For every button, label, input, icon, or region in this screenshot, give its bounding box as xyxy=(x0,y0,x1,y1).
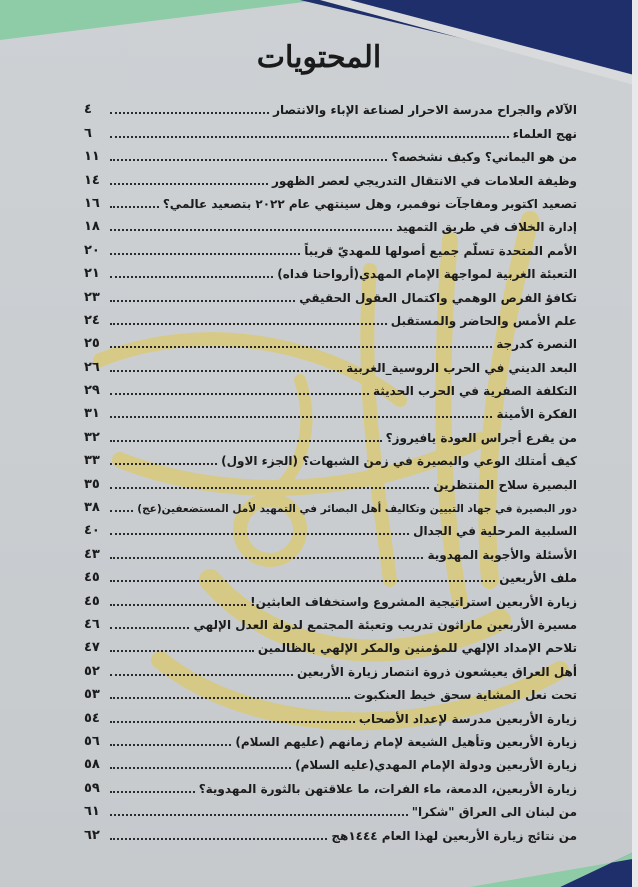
dot-leader xyxy=(110,252,300,255)
toc-entry[interactable] xyxy=(84,655,577,678)
toc-entry[interactable] xyxy=(84,117,577,140)
toc-entry[interactable] xyxy=(84,726,577,749)
dot-leader xyxy=(110,556,423,559)
toc-entry-page: ٦١ xyxy=(84,804,100,820)
toc-entry-title: التكلفة الصفرية في الحرب الحديثة xyxy=(372,384,577,399)
toc-entry-title: التعبئة الغربية لمواجهة الإمام المهدي(أرواحنا فداه) xyxy=(277,267,577,282)
toc-entry[interactable] xyxy=(84,281,577,304)
toc-entry-page: ٥٨ xyxy=(84,757,100,773)
toc-entry-title: زيارة الأربعين ودولة الإمام المهدي(عليه السلام) xyxy=(295,758,577,773)
dot-leader xyxy=(110,182,268,185)
dot-leader xyxy=(110,579,495,582)
toc-entry[interactable] xyxy=(84,609,577,632)
toc-entry-page: ١٦ xyxy=(84,195,100,211)
toc-entry-page: ٥٩ xyxy=(84,780,100,796)
dot-leader xyxy=(110,673,293,676)
toc-entry[interactable] xyxy=(84,585,577,608)
toc-entry-page: ٢٣ xyxy=(84,289,100,305)
toc-entry-title: وظيفة العلامات في الانتقال التدريجي لعصر الظهور xyxy=(271,173,577,188)
dot-leader xyxy=(110,275,273,278)
toc-entry[interactable] xyxy=(84,328,577,351)
toc-entry-title: من نتائج زيارة الأربعين لهذا العام ١٤٤٤هج xyxy=(331,828,577,843)
toc-entry-page: ٣٣ xyxy=(84,453,100,469)
toc-entry[interactable] xyxy=(84,772,577,795)
page-title: المحتويات xyxy=(256,40,382,75)
toc-entry-page: ٥٢ xyxy=(84,663,100,679)
toc-entry-page: ٢٩ xyxy=(84,383,100,399)
toc-entry-page: ٢٥ xyxy=(84,336,100,352)
toc-entry[interactable] xyxy=(84,749,577,772)
toc-entry[interactable] xyxy=(84,492,577,515)
dot-leader xyxy=(110,813,408,816)
toc-entry-title: من هو اليماني؟ وكيف نشخصه؟ xyxy=(391,150,577,165)
dot-leader xyxy=(110,649,254,652)
toc-entry-page: ٣٢ xyxy=(84,429,100,445)
dot-leader xyxy=(110,369,342,372)
dot-leader xyxy=(110,135,509,138)
toc-entry-page: ٣١ xyxy=(84,406,100,422)
toc-entry-title: الأسئلة والأجوبة المهدوية xyxy=(427,547,577,562)
toc-entry[interactable] xyxy=(84,141,577,164)
toc-entry-page: ٤٥ xyxy=(84,570,100,586)
dot-leader xyxy=(110,790,195,793)
dot-leader xyxy=(110,462,217,465)
dot-leader xyxy=(110,603,246,606)
dot-leader xyxy=(110,743,231,746)
toc-entry[interactable] xyxy=(84,188,577,211)
toc-entry-page: ٤٥ xyxy=(84,593,100,609)
toc-entry[interactable] xyxy=(84,305,577,328)
toc-entry-title: تصعيد اكتوبر ومفاجآت نوفمبر، وهل سينتهي عام ٢٠٢٢ بتصعيد عالمي؟ xyxy=(162,196,577,211)
toc-entry[interactable] xyxy=(84,702,577,725)
toc-entry[interactable] xyxy=(84,234,577,257)
toc-entry[interactable] xyxy=(84,421,577,444)
dot-leader xyxy=(110,720,355,723)
toc-entry[interactable] xyxy=(84,819,577,842)
toc-entry-page: ٤٠ xyxy=(84,523,100,539)
toc-entry[interactable] xyxy=(84,679,577,702)
toc-entry-title: السلبية المرحلية في الجدال xyxy=(413,524,577,539)
toc-entry-title: تكافؤ الفرص الوهمي واكتمال العقول الحقيقي xyxy=(299,290,577,305)
toc-entry-title: زيارة الأربعين وتأهيل الشيعة لإمام زمانهم (عليهم السلام) xyxy=(235,734,577,749)
toc-entry[interactable] xyxy=(84,164,577,187)
toc-entry[interactable] xyxy=(84,632,577,655)
toc-entry-title: مسيرة الأربعين ماراثون تدريب وتعبئة المجتمع لدولة العدل الإلهي xyxy=(193,617,577,632)
dot-leader xyxy=(110,766,291,769)
page-edge xyxy=(632,0,638,887)
dot-leader xyxy=(110,392,369,395)
toc-entry-page: ٤٧ xyxy=(84,640,100,656)
toc-entry[interactable] xyxy=(84,445,577,468)
toc-entry[interactable] xyxy=(84,398,577,421)
toc-entry-page: ١١ xyxy=(84,149,100,165)
toc-entry-page: ٢١ xyxy=(84,266,100,282)
toc-entry-page: ٢٤ xyxy=(84,312,100,328)
toc-entry-page: ٥٣ xyxy=(84,687,100,703)
toc-entry[interactable] xyxy=(84,375,577,398)
dot-leader xyxy=(110,532,409,535)
toc-entry-page: ٤ xyxy=(84,102,92,118)
dot-leader xyxy=(110,626,189,629)
toc-entry-title: كيف أمتلك الوعي والبصيرة في زمن الشبهات؟ (الجزء الاول) xyxy=(221,454,577,469)
dot-leader xyxy=(110,111,269,114)
toc-entry-title: تلاحم الإمداد الإلهي للمؤمنين والمكر الإلهي بالظالمين xyxy=(257,641,577,656)
dot-leader xyxy=(110,158,387,161)
toc-entry-title: زيارة الأربعين مدرسة لإعداد الأصحاب xyxy=(358,711,577,726)
toc-entry-page: ٢٦ xyxy=(84,359,100,375)
dot-leader xyxy=(110,345,492,348)
toc-entry-title: دور البصيرة في جهاد التبيين وتكاليف أهل البصائر في التمهيد لأمل المستضعفين(عج) xyxy=(137,503,577,516)
table-of-contents xyxy=(84,94,577,843)
toc-entry-page: ٣٨ xyxy=(84,500,100,516)
dot-leader xyxy=(110,509,133,512)
toc-entry-title: علم الأمس والحاضر والمستقبل xyxy=(390,313,577,328)
dot-leader xyxy=(110,696,350,699)
toc-entry[interactable] xyxy=(84,538,577,561)
dot-leader xyxy=(110,205,159,208)
toc-entry-title: من يقرع أجراس العودة يافيروز؟ xyxy=(385,430,577,445)
toc-entry[interactable] xyxy=(84,258,577,281)
toc-entry-title: زيارة الأربعين، الدمعة، ماء الفرات، ما علاقتهن بالثورة المهدوية؟ xyxy=(198,781,577,796)
toc-entry[interactable] xyxy=(84,562,577,585)
toc-entry-title: إدارة الخلاف في طريق التمهيد xyxy=(396,220,577,235)
toc-entry-title: الأمم المتحدة تسلّم جميع أصولها للمهديّ قريباً xyxy=(304,243,577,258)
toc-entry-title: تحت نعل المشاية سحق خيط العنكبوت xyxy=(353,688,577,703)
toc-entry-title: الفكرة الأمينة xyxy=(496,407,577,422)
dot-leader xyxy=(110,439,382,442)
dot-leader xyxy=(110,486,429,489)
toc-entry-page: ٥٦ xyxy=(84,733,100,749)
toc-entry-page: ٢٠ xyxy=(84,242,100,258)
toc-entry-page: ٤٣ xyxy=(84,546,100,562)
toc-entry-page: ١٤ xyxy=(84,172,100,188)
toc-entry-title: أهل العراق يعيشعون ذروة انتصار زيارة الأربعين xyxy=(296,664,577,679)
toc-entry[interactable] xyxy=(84,515,577,538)
toc-entry-title: زيارة الأربعين استراتيجية المشروع واستخفاف العابثين! xyxy=(250,594,577,609)
toc-entry-page: ٣٥ xyxy=(84,476,100,492)
dot-leader xyxy=(110,299,295,302)
toc-entry[interactable] xyxy=(84,351,577,374)
toc-entry[interactable] xyxy=(84,211,577,234)
toc-entry-title: من لبنان الى العراق "شكرا" xyxy=(411,805,577,820)
toc-entry-page: ٥٤ xyxy=(84,710,100,726)
toc-entry-title: البعد الديني في الحرب الروسية_الغربية xyxy=(346,360,577,375)
toc-entry-page: ١٨ xyxy=(84,219,100,235)
toc-entry-page: ٦٢ xyxy=(84,827,100,843)
dot-leader xyxy=(110,322,387,325)
dot-leader xyxy=(110,837,327,840)
toc-entry-page: ٦ xyxy=(84,125,92,141)
toc-entry-title: الآلام والجراح مدرسة الاحرار لصناعة الإباء والانتصار xyxy=(273,103,577,118)
toc-entry[interactable] xyxy=(84,796,577,819)
toc-entry[interactable] xyxy=(84,94,577,117)
toc-entry-title: نهج العلماء xyxy=(512,126,577,141)
toc-entry-title: النصرة كدرجة xyxy=(496,337,577,352)
dot-leader xyxy=(110,228,392,231)
toc-entry-title: البصيرة سلاح المنتظرين xyxy=(433,477,577,492)
toc-entry-page: ٤٦ xyxy=(84,616,100,632)
dot-leader xyxy=(110,415,492,418)
toc-entry-title: ملف الأربعين xyxy=(499,571,577,586)
toc-entry[interactable] xyxy=(84,468,577,491)
